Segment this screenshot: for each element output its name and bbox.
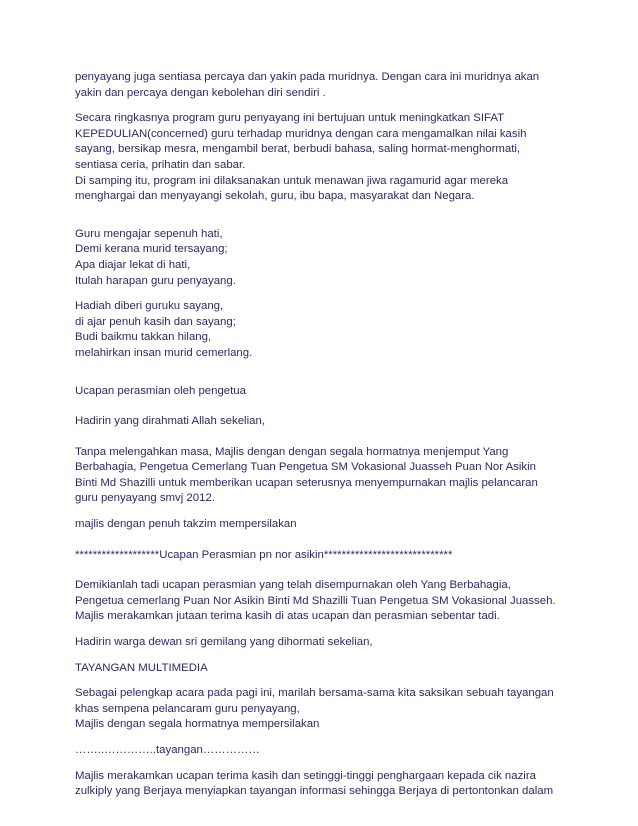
paragraph-spacer <box>75 533 575 548</box>
text-line: menghargai dan menyayangi sekolah, guru, ibu bapa, masyarakat dan Negara. <box>75 190 475 203</box>
text-line: melahirkan insan murid cemerlang. <box>75 346 253 359</box>
paragraph <box>75 686 575 733</box>
paragraph <box>75 70 575 101</box>
text-line: TAYANGAN MULTIMEDIA <box>75 661 208 674</box>
paragraph-spacer <box>75 676 575 686</box>
paragraph-spacer <box>75 733 575 743</box>
paragraph <box>75 445 575 507</box>
paragraph-spacer <box>75 759 575 769</box>
text-line: guru penyayang smvj 2012. <box>75 492 215 505</box>
paragraph <box>75 769 575 800</box>
text-line: Budi baikmu takkan hilang, <box>75 331 212 344</box>
paragraph <box>75 743 575 759</box>
text-line: Majlis merakamkan ucapan terima kasih dan setinggi-tinggi penghargaan kepada cik nazira <box>75 769 536 782</box>
paragraph <box>75 635 575 651</box>
text-line: penyayang juga sentiasa percaya dan yakin pada muridnya. Dengan cara ini muridnya akan <box>75 71 540 83</box>
paragraph <box>75 111 575 205</box>
text-line: sentiasa ceria, prihatin dan sabar. <box>75 158 246 171</box>
text-line: Di samping itu, program ini dilaksanakan untuk menawan jiwa ragamurid agar mereka <box>75 174 509 187</box>
text-line: Demikianlah tadi ucapan perasmian yang telah disempurnakan oleh Yang Berbahagia, <box>75 579 511 592</box>
text-line: khas sempena pelancaram guru penyayang, <box>75 702 300 715</box>
text-line: Ucapan perasmian oleh pengetua <box>75 384 246 397</box>
text-line: Secara ringkasnya program guru penyayang ini bertujuan untuk meningkatkan SIFAT <box>75 112 505 125</box>
text-line: *******************Ucapan Perasmian pn nor asikin***************************** <box>75 548 453 561</box>
paragraph-spacer <box>75 625 575 635</box>
paragraph-spacer <box>75 399 575 414</box>
text-line: Hadiah diberi guruku sayang, <box>75 300 224 313</box>
paragraph-spacer <box>75 362 575 384</box>
paragraph <box>75 384 575 400</box>
text-line: Majlis merakamkan jutaan terima kasih di atas ucapan dan perasmian sebentar tadi. <box>75 610 500 623</box>
text-line: KEPEDULIAN(concerned) guru terhadap muridnya dengan cara mengamalkan nilai kasih <box>75 127 527 140</box>
text-line: Hadirin yang dirahmati Allah sekelian, <box>75 415 265 428</box>
text-line: Berbahagia, Pengetua Cemerlang Tuan Pengetua SM Vokasional Juasseh Puan Nor Asikin <box>75 461 536 474</box>
text-line: Guru mengajar sepenuh hati, <box>75 227 223 240</box>
text-line: yakin dan percaya dengan kebolehan diri sendiri . <box>75 86 326 99</box>
paragraph <box>75 661 575 677</box>
text-line: Itulah harapan guru penyayang. <box>75 274 236 287</box>
text-line: Majlis dengan segala hormatnya mempersilakan <box>75 718 320 731</box>
document-body <box>75 70 575 800</box>
paragraph <box>75 227 575 289</box>
paragraph-spacer <box>75 289 575 299</box>
text-line: Tanpa melengahkan masa, Majlis dengan dengan segala hormatnya menjemput Yang <box>75 445 509 458</box>
paragraph-spacer <box>75 507 575 517</box>
paragraph-spacer <box>75 101 575 111</box>
text-line: Hadirin warga dewan sri gemilang yang dihormati sekelian, <box>75 636 373 649</box>
text-line: zulkiply yang Berjaya menyiapkan tayangan informasi sehingga Berjaya di pertontonkan dalam <box>75 785 554 798</box>
text-line: Demi kerana murid tersayang; <box>75 243 228 256</box>
paragraph <box>75 517 575 533</box>
paragraph-spacer <box>75 563 575 578</box>
paragraph-spacer <box>75 205 575 227</box>
paragraph-spacer <box>75 651 575 661</box>
text-line: ……..…………..tayangan…………… <box>75 744 260 756</box>
text-line: di ajar penuh kasih dan sayang; <box>75 315 236 328</box>
paragraph <box>75 548 575 564</box>
text-line: sayang, bersikap mesra, mengambil berat, berbudi bahasa, saling hormat-menghormati, <box>75 143 521 156</box>
text-line: Sebagai pelengkap acara pada pagi ini, marilah bersama-sama kita saksikan sebuah tayangan <box>75 687 554 700</box>
paragraph <box>75 578 575 625</box>
paragraph-spacer <box>75 430 575 445</box>
text-line: Binti Md Shazilli untuk memberikan ucapan seterusnya menyempurnakan majlis pelancaran <box>75 476 538 489</box>
paragraph <box>75 299 575 361</box>
text-line: majlis dengan penuh takzim mempersilakan <box>75 518 297 531</box>
text-line: Apa diajar lekat di hati, <box>75 258 191 271</box>
text-line: Pengetua cemerlang Puan Nor Asikin Binti Md Shazilli Tuan Pengetua SM Vokasional Juasseh. <box>75 594 556 607</box>
paragraph <box>75 414 575 430</box>
